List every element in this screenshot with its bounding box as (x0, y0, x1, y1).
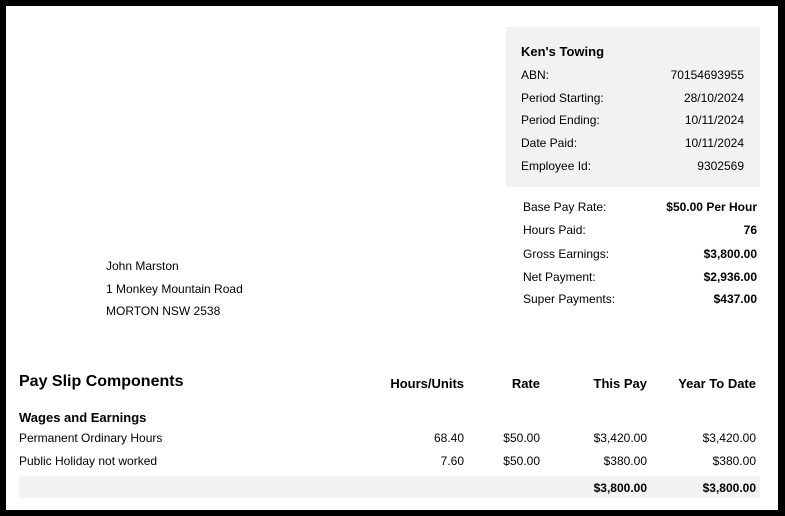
summary-label: Hours Paid: (523, 223, 586, 237)
summary-value: $3,800.00 (703, 247, 757, 261)
row-this-pay: $380.00 (603, 454, 647, 468)
field-label: Period Ending: (521, 113, 600, 127)
net-payment-row (523, 270, 757, 284)
row-rate: $50.00 (503, 431, 540, 445)
total-ytd: $3,800.00 (702, 481, 756, 495)
summary-value: $2,936.00 (703, 270, 757, 284)
field-label: ABN: (521, 68, 550, 82)
summary-label: Gross Earnings: (523, 247, 610, 261)
row-description: Permanent Ordinary Hours (19, 431, 163, 445)
summary-label: Net Payment: (523, 270, 596, 284)
field-label: Date Paid: (521, 136, 578, 150)
field-value: 70154693955 (670, 68, 744, 82)
employee-street: 1 Monkey Mountain Road (106, 282, 243, 296)
row-hours: 7.60 (440, 454, 464, 468)
employer-name: Ken's Towing (521, 44, 605, 59)
employer-abn-row (521, 68, 744, 82)
row-description: Public Holiday not worked (19, 454, 158, 468)
summary-value: $437.00 (713, 292, 757, 306)
period-ending-row (521, 113, 744, 127)
field-value: 9302569 (697, 159, 744, 173)
payslip-page (6, 6, 778, 510)
row-rate: $50.00 (503, 454, 540, 468)
row-this-pay: $3,420.00 (593, 431, 647, 445)
base-pay-rate-row (523, 200, 757, 214)
employee-locality: MORTON NSW 2538 (106, 304, 221, 318)
employee-id-row (521, 159, 744, 173)
components-title: Pay Slip Components (19, 373, 184, 390)
employer-details-box (506, 27, 760, 187)
field-label: Employee Id: (521, 159, 592, 173)
totals-row (19, 476, 760, 498)
summary-label: Super Payments: (523, 292, 616, 306)
field-label: Period Starting: (521, 91, 604, 105)
col-header-hours: Hours/Units (390, 376, 464, 391)
period-starting-row (521, 91, 744, 105)
super-payments-row (523, 292, 757, 306)
row-ytd: $380.00 (712, 454, 756, 468)
employee-name: John Marston (106, 259, 179, 273)
hours-paid-row (523, 223, 757, 237)
row-hours: 68.40 (433, 431, 464, 445)
field-value: 28/10/2024 (683, 91, 744, 105)
summary-label: Base Pay Rate: (523, 200, 607, 214)
field-value: 10/11/2024 (684, 113, 744, 127)
col-header-this-pay: This Pay (593, 376, 647, 391)
wages-section-title: Wages and Earnings (19, 410, 147, 425)
summary-value: 76 (743, 223, 757, 237)
col-header-rate: Rate (511, 376, 540, 391)
gross-earnings-row (523, 247, 757, 261)
total-this-pay: $3,800.00 (593, 481, 647, 495)
date-paid-row (521, 136, 744, 150)
summary-value: $50.00 Per Hour (666, 200, 757, 214)
row-ytd: $3,420.00 (702, 431, 756, 445)
field-value: 10/11/2024 (684, 136, 744, 150)
col-header-ytd: Year To Date (678, 376, 756, 391)
